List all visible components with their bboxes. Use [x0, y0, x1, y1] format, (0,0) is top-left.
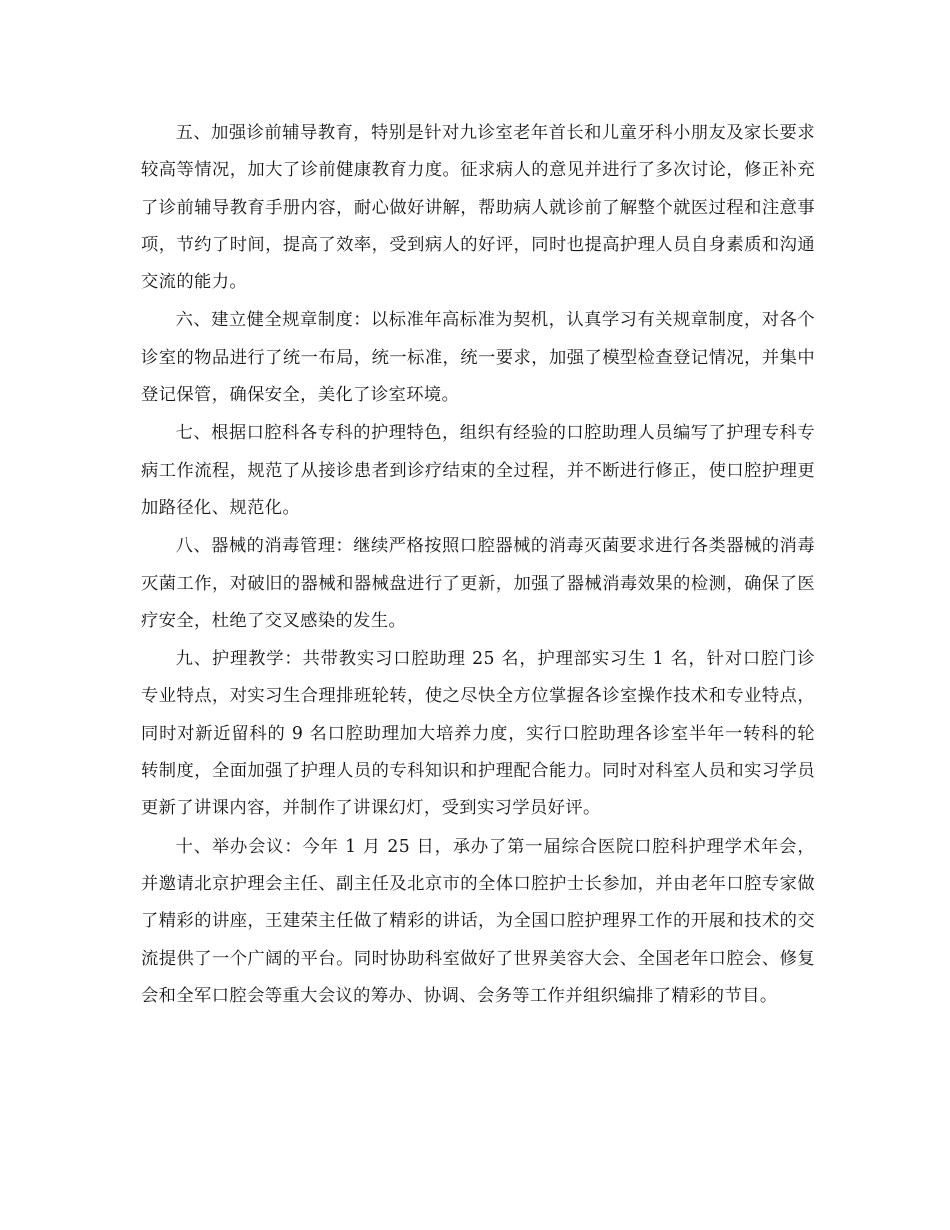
document-body: [141, 115, 815, 1016]
paragraph-five: 五、加强诊前辅导教育，特别是针对九诊室老年首长和儿童牙科小朋友及家长要求较高等情况，加大了诊前健康教育力度。征求病人的意见并进行了多次讨论，修正补充了诊前辅导教育手册内容，耐心做好讲解，帮助病人就诊前了解整个就医过程和注意事项，节约了时间，提高了效率，受到病人的好评，同时也提高护理人员自身素质和沟通交流的能力。: [141, 123, 815, 293]
paragraph-ten: 十、举办会议：今年 1 月 25 日，承办了第一届综合医院口腔科护理学术年会，并邀请北京护理会主任、副主任及北京市的全体口腔护士长参加，并由老年口腔专家做了精彩的讲座，王建荣主任做了精彩的讲话，为全国口腔护理界工作的开展和技术的交流提供了一个广阔的平台。同时协助科室做好了世界美容大会、全国老年口腔会、修复会和全军口腔会等重大会议的筹办、协调、会务等工作并组织编排了精彩的节目。: [141, 836, 815, 1006]
paragraph-six: 六、建立健全规章制度：以标准年高标准为契机，认真学习有关规章制度，对各个诊室的物品进行了统一布局，统一标准，统一要求，加强了模型检查登记情况，并集中登记保管，确保安全，美化了诊室环境。: [141, 310, 815, 406]
paragraph-nine: 九、护理教学：共带教实习口腔助理 25 名，护理部实习生 1 名，针对口腔门诊专业特点，对实习生合理排班轮转，使之尽快全方位掌握各诊室操作技术和专业特点，同时对新近留科的 9 名口腔助理加大培养力度，实行口腔助理各诊室半年一转科的轮转制度，全面加强了护理人员的专科知识和护理配合能力。同时对科室人员和实习学员更新了讲课内容，并制作了讲课幻灯，受到实习学员好评。: [141, 649, 815, 819]
paragraph-eight: 八、器械的消毒管理：继续严格按照口腔器械的消毒灭菌要求进行各类器械的消毒灭菌工作，对破旧的器械和器械盘进行了更新，加强了器械消毒效果的检测，确保了医疗安全，杜绝了交叉感染的发生。: [141, 536, 815, 631]
paragraph-seven: 七、根据口腔科各专科的护理特色，组织有经验的口腔助理人员编写了护理专科专病工作流程，规范了从接诊患者到诊疗结束的全过程，并不断进行修正，使口腔护理更加路径化、规范化。: [141, 423, 815, 518]
